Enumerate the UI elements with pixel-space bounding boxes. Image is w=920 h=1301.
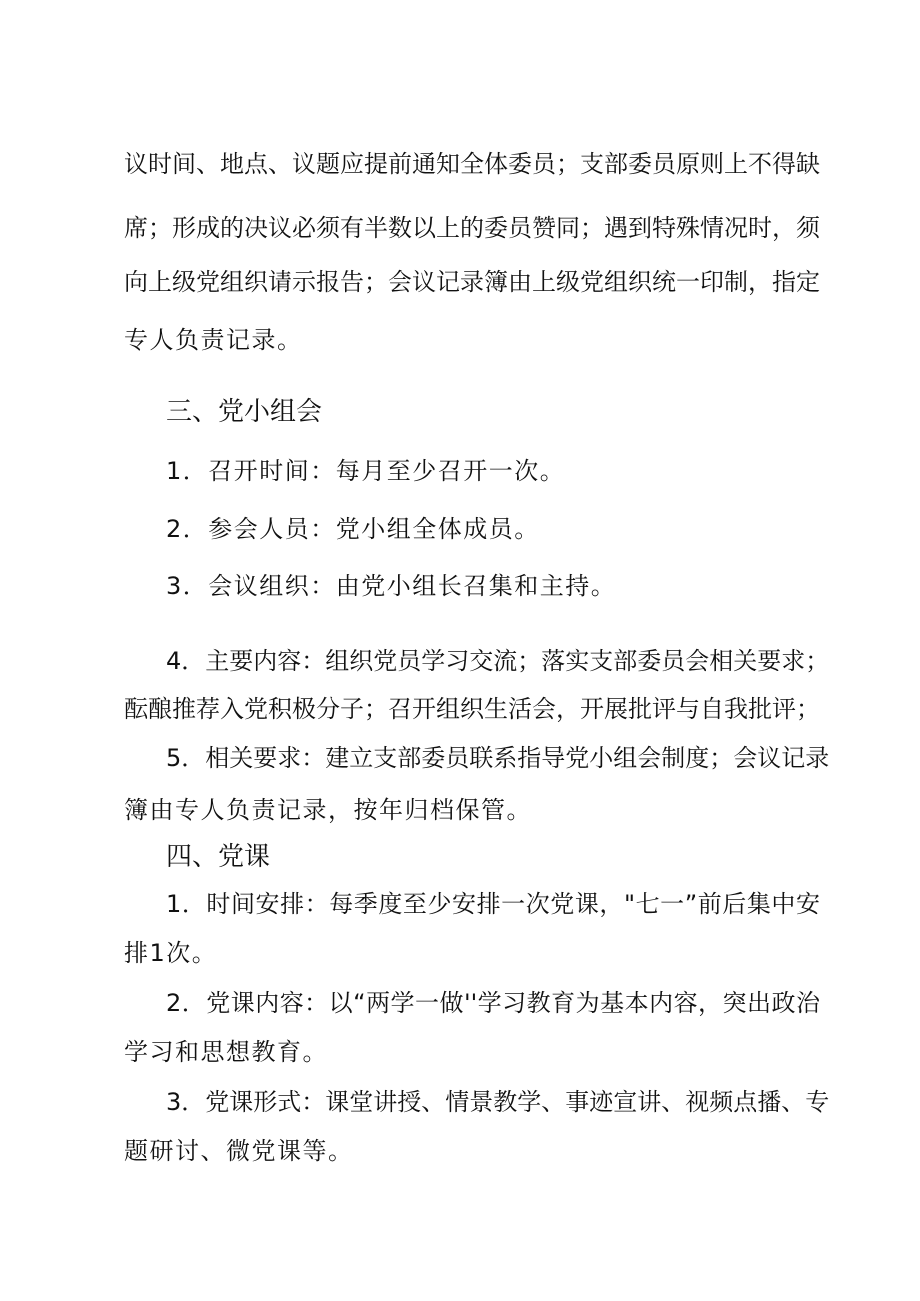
list-item: 1．时间安排：每季度至少安排一次党课，"七一”前后集中安 xyxy=(166,890,820,918)
paragraph-line: 席；形成的决议必须有半数以上的委员赞同；遇到特殊情况时，须 xyxy=(124,214,820,242)
section-heading: 四、党课 xyxy=(166,842,271,872)
list-item: 2．党课内容：以“两学一做''学习教育为基本内容，突出政治 xyxy=(166,989,820,1017)
list-item: 1．召开时间：每月至少召开一次。 xyxy=(166,457,566,485)
list-item: 5．相关要求：建立支部委员联系指导党小组会制度；会议记录 xyxy=(166,744,830,772)
list-item: 2．参会人员：党小组全体成员。 xyxy=(166,515,540,543)
paragraph-line: 学习和思想教育。 xyxy=(124,1038,328,1066)
paragraph-line: 簿由专人负责记录，按年归档保管。 xyxy=(124,796,532,824)
paragraph-line: 排1次。 xyxy=(124,939,218,967)
paragraph-line: 专人负责记录。 xyxy=(124,326,303,354)
paragraph-line: 题研讨、微党课等。 xyxy=(124,1137,354,1165)
list-item: 3．会议组织：由党小组长召集和主持。 xyxy=(166,572,617,600)
paragraph-line: 酝酿推荐入党积极分子；召开组织生活会，开展批评与自我批评； xyxy=(124,695,820,723)
section-heading: 三、党小组会 xyxy=(166,397,323,427)
list-item: 4．主要内容：组织党员学习交流；落实支部委员会相关要求； xyxy=(166,647,830,675)
paragraph-line: 向上级党组织请示报告；会议记录簿由上级党组织统一印制，指定 xyxy=(124,268,820,296)
list-item: 3．党课形式：课堂讲授、情景教学、事迹宣讲、视频点播、专 xyxy=(166,1088,830,1116)
paragraph-line: 议时间、地点、议题应提前通知全体委员；支部委员原则上不得缺 xyxy=(124,150,820,178)
